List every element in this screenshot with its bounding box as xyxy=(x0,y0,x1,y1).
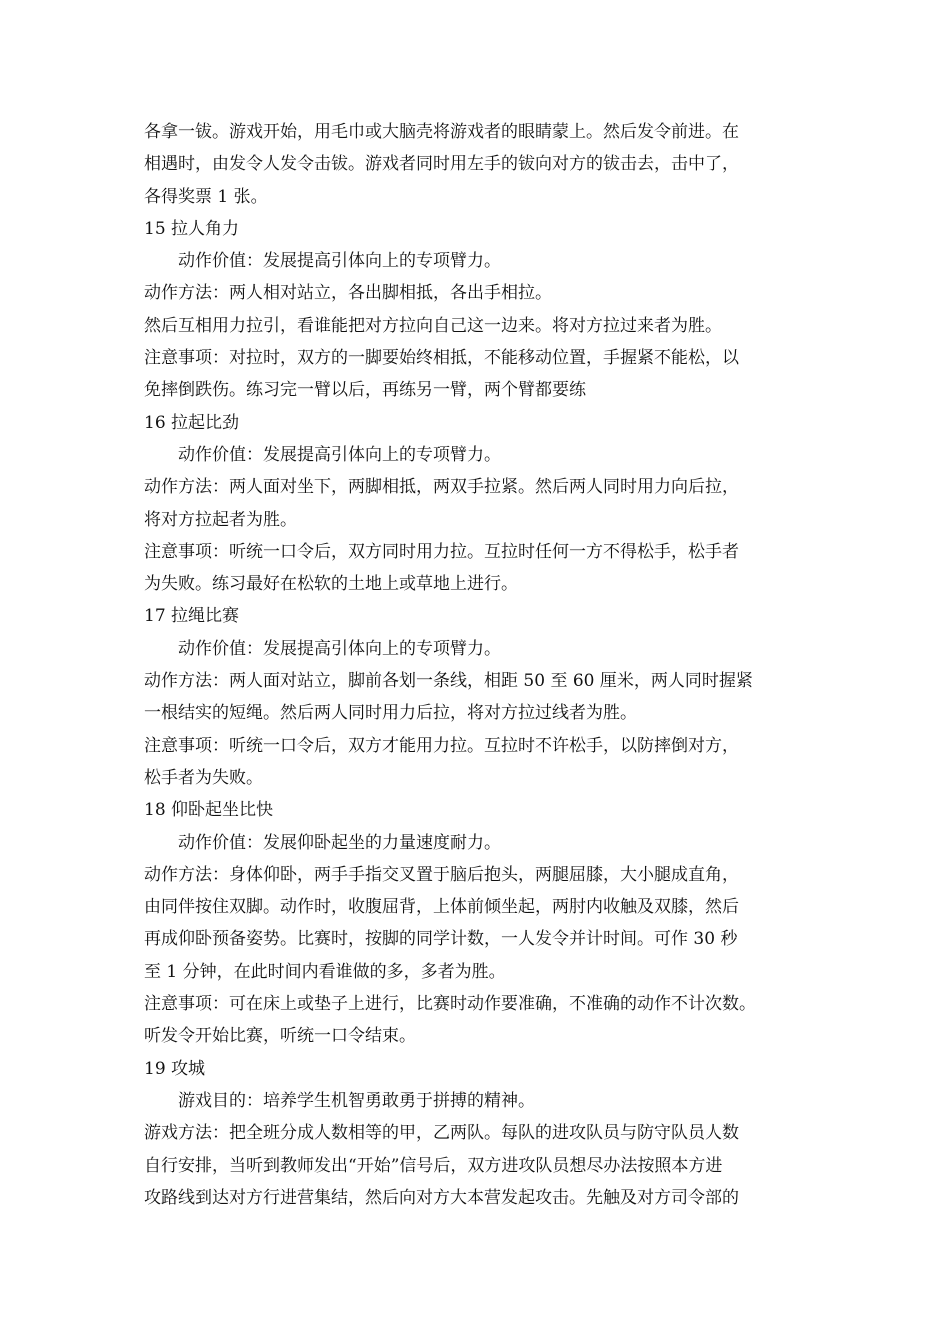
text-line: 游戏方法：把全班分成人数相等的甲，乙两队。每队的进攻队员与防守队员人数 xyxy=(144,1123,739,1144)
text-line: 动作价值：发展仰卧起坐的力量速度耐力。 xyxy=(178,832,501,853)
text-line: 动作价值：发展提高引体向上的专项臂力。 xyxy=(178,444,501,465)
text-line: 注意事项：可在床上或垫子上进行，比赛时动作要准确，不准确的动作不计次数。 xyxy=(144,994,756,1015)
text-line: 15 拉人角力 xyxy=(144,218,240,239)
text-line: 各得奖票 1 张。 xyxy=(144,186,268,207)
document-body xyxy=(144,116,810,1214)
text-line: 相遇时，由发令人发令击钹。游戏者同时用左手的钹向对方的钹击去，击中了， xyxy=(144,154,739,175)
text-line: 攻路线到达对方行进营集结，然后向对方大本营发起攻击。先触及对方司令部的 xyxy=(144,1187,739,1208)
text-line: 16 拉起比劲 xyxy=(144,412,240,433)
text-line: 为失败。练习最好在松软的土地上或草地上进行。 xyxy=(144,574,518,595)
text-line: 动作方法：两人面对坐下，两脚相抵，两双手拉紧。然后两人同时用力向后拉， xyxy=(144,477,739,498)
text-line: 免摔倒跌伤。练习完一臂以后，再练另一臂，两个臂都要练 xyxy=(144,380,586,401)
text-line: 将对方拉起者为胜。 xyxy=(144,509,297,530)
text-line: 游戏目的：培养学生机智勇敢勇于拼搏的精神。 xyxy=(178,1090,535,1111)
text-line: 动作价值：发展提高引体向上的专项臂力。 xyxy=(178,638,501,659)
text-line: 由同伴按住双脚。动作时，收腹屈背，上体前倾坐起，两肘内收触及双膝，然后 xyxy=(144,897,739,918)
text-line: 动作价值：发展提高引体向上的专项臂力。 xyxy=(178,251,501,272)
text-line: 注意事项：听统一口令后，双方同时用力拉。互拉时任何一方不得松手，松手者 xyxy=(144,541,739,562)
text-line: 注意事项：对拉时，双方的一脚要始终相抵，不能移动位置，手握紧不能松，以 xyxy=(144,348,739,369)
text-line: 松手者为失败。 xyxy=(144,767,263,788)
text-line: 一根结实的短绳。然后两人同时用力后拉，将对方拉过线者为胜。 xyxy=(144,703,637,724)
text-line: 然后互相用力拉引，看谁能把对方拉向自己这一边来。将对方拉过来者为胜。 xyxy=(144,315,722,336)
text-line: 自行安排，当听到教师发出“开始”信号后，双方进攻队员想尽办法按照本方进 xyxy=(144,1155,723,1176)
text-line: 听发令开始比赛，听统一口令结束。 xyxy=(144,1026,416,1047)
text-line: 各拿一钹。游戏开始，用毛巾或大脑壳将游戏者的眼睛蒙上。然后发令前进。在 xyxy=(144,122,739,142)
text-line: 注意事项：听统一口令后，双方才能用力拉。互拉时不许松手，以防摔倒对方， xyxy=(144,735,739,756)
text-line: 再成仰卧预备姿势。比赛时，按脚的同学计数，一人发令并计时间。可作 30 秒 xyxy=(144,929,738,950)
text-line: 19 攻城 xyxy=(144,1058,206,1079)
text-line: 动作方法：身体仰卧，两手手指交叉置于脑后抱头，两腿屈膝，大小腿成直角， xyxy=(144,864,739,885)
text-line: 动作方法：两人相对站立，各出脚相抵，各出手相拉。 xyxy=(144,283,552,304)
text-line: 18 仰卧起坐比快 xyxy=(144,800,274,821)
text-line: 动作方法：两人面对站立，脚前各划一条线，相距 50 至 60 厘米，两人同时握紧 xyxy=(144,671,753,692)
text-line: 至 1 分钟，在此时间内看谁做的多，多者为胜。 xyxy=(144,961,506,982)
text-line: 17 拉绳比赛 xyxy=(144,606,240,627)
